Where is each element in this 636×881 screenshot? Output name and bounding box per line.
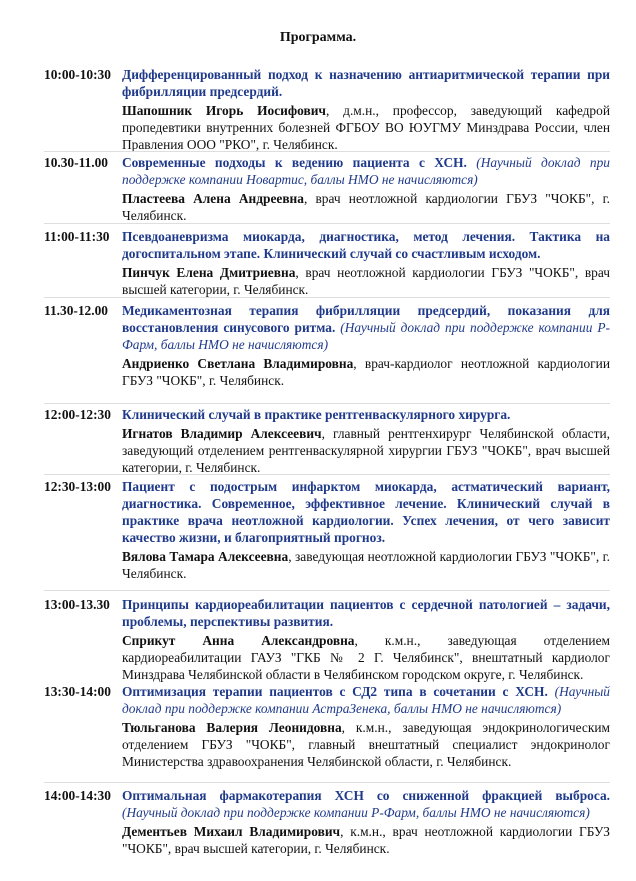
topic-title: Дифференцированный подход к назначению антиаритмической терапии при фибрилляции предсердий. <box>122 67 610 99</box>
speaker <box>122 632 610 683</box>
speaker-name: Игнатов Владимир Алексеевич <box>122 426 322 441</box>
speaker <box>122 190 610 224</box>
time-slot: 10:00-10:30 <box>44 67 111 82</box>
program-item <box>44 228 610 298</box>
divider <box>44 590 610 591</box>
sponsor-note: (Научный доклад при поддержке компании Р-Фарм, баллы НМО не начисляются) <box>122 320 610 352</box>
program-item <box>44 683 610 770</box>
speaker <box>122 102 610 153</box>
program-item <box>44 406 610 476</box>
time-slot: 11:00-11:30 <box>44 229 110 244</box>
speaker <box>122 355 610 389</box>
speaker <box>122 425 610 476</box>
speaker <box>122 719 610 770</box>
speaker-info: , главный рентгенхирург Челябинской области, заведующий отделением рентгенваскулярной хирургии ГБУЗ "ЧОКБ", врач высшей категории, г. Челябинск. <box>122 426 610 475</box>
speaker-info: , д.м.н., профессор, заведующий кафедрой пропедевтики внутренних болезней ФГБОУ ВО ЮУГМУ Минздрава России, член Правления ООО "РКО", г. Челябинск. <box>122 103 610 152</box>
speaker <box>122 823 610 857</box>
speaker-info: , к.м.н., врач неотложной кардиологии ГБУЗ "ЧОКБ", врач высшей категории, г. Челябинск. <box>122 824 611 856</box>
program-item <box>44 302 610 389</box>
sponsor-note: (Научный доклад при поддержке компании Р-Фарм, баллы НМО не начисляются) <box>122 805 590 820</box>
program-item <box>44 478 610 582</box>
speaker-name: Пинчук Елена Дмитриевна <box>122 265 296 280</box>
divider <box>44 782 610 783</box>
topic-title: Медикаментозная терапия фибрилляции предсердий, показания для восстановления синусового ритма. <box>122 303 610 335</box>
program-item <box>44 154 610 224</box>
topic-title: Оптимальная фармакотерапия ХСН со сниженной фракцией выброса. <box>122 788 610 803</box>
sponsor-note: (Научный доклад при поддержке компании Новартис, баллы НМО не начисляются) <box>122 155 610 187</box>
speaker-name: Вялова Тамара Алексеевна <box>122 549 289 564</box>
speaker-name: Тюльганова Валерия Леонидовна <box>122 720 342 735</box>
speaker-info: , к.м.н., заведующая отделением кардиореабилитации ГАУЗ "ГКБ № 2 Г. Челябинск", внештатный кардиолог Минздрава Челябинской области в Челябинском городском округе, г. Челябинск. <box>122 633 610 682</box>
time-slot: 10.30-11.00 <box>44 155 108 170</box>
topic-title: Оптимизация терапии пациентов с СД2 типа в сочетании с ХСН. <box>122 684 548 699</box>
time-slot: 11.30-12.00 <box>44 303 108 318</box>
speaker-name: Андриенко Светлана Владимировна <box>122 356 354 371</box>
topic-title: Пациент с подострым инфарктом миокарда, астматический вариант, диагностика. Современное, эффективное лечение. Клинический случай в практике врача неотложной кардиологии. Успех лечения, от чего зависит качество жизни, и благоприятный прогноз. <box>122 479 610 545</box>
divider <box>44 474 610 475</box>
divider <box>44 403 610 404</box>
speaker-info: , заведующая неотложной кардиологии ГБУЗ "ЧОКБ", г. Челябинск. <box>122 549 610 581</box>
topic-title: Современные подходы к ведению пациента с ХСН. <box>122 155 467 170</box>
divider <box>44 297 610 298</box>
program-item <box>44 787 610 857</box>
time-slot: 12:30-13:00 <box>44 479 111 494</box>
speaker-name: Пластеева Алена Андреевна <box>122 191 304 206</box>
speaker-info: , врач неотложной кардиологии ГБУЗ "ЧОКБ", врач высшей категории, г. Челябинск. <box>122 265 611 297</box>
program-item <box>44 596 610 683</box>
divider <box>44 151 610 152</box>
time-slot: 13:00-13.30 <box>44 597 110 612</box>
program-item <box>44 66 610 153</box>
speaker-name: Шапошник Игорь Иосифович <box>122 103 326 118</box>
speaker-name: Сприкут Анна Александровна <box>122 633 355 648</box>
topic-title: Принципы кардиореабилитации пациентов с сердечной патологией – задачи, проблемы, перспективы развития. <box>122 597 610 629</box>
speaker-info: , врач-кардиолог неотложной кардиологии ГБУЗ "ЧОКБ", г. Челябинск. <box>122 356 610 388</box>
speaker <box>122 264 610 298</box>
page-title: Программа. <box>279 30 357 45</box>
time-slot: 13:30-14:00 <box>44 684 111 699</box>
topic-title: Псевдоаневризма миокарда, диагностика, метод лечения. Тактика на догоспитальном этапе. Клинический случай со счастливым исходом. <box>122 229 610 261</box>
speaker-info: , к.м.н., заведующая эндокринологическим отделением ГБУЗ "ЧОКБ", главный внештатный специалист эндокринолог Министерства здравоохранения Челябинской области, г. Челябинск. <box>122 720 610 769</box>
divider <box>44 223 610 224</box>
speaker-info: , врач неотложной кардиологии ГБУЗ "ЧОКБ", г. Челябинск. <box>122 191 610 223</box>
speaker-name: Дементьев Михаил Владимирович <box>122 824 341 839</box>
sponsor-note: (Научный доклад при поддержке компании АстраЗенека, баллы НМО не начисляются) <box>122 684 610 716</box>
topic-title: Клинический случай в практике рентгенваскулярного хирурга. <box>122 407 511 422</box>
speaker <box>122 548 610 582</box>
time-slot: 12:00-12:30 <box>44 407 111 422</box>
time-slot: 14:00-14:30 <box>44 788 111 803</box>
